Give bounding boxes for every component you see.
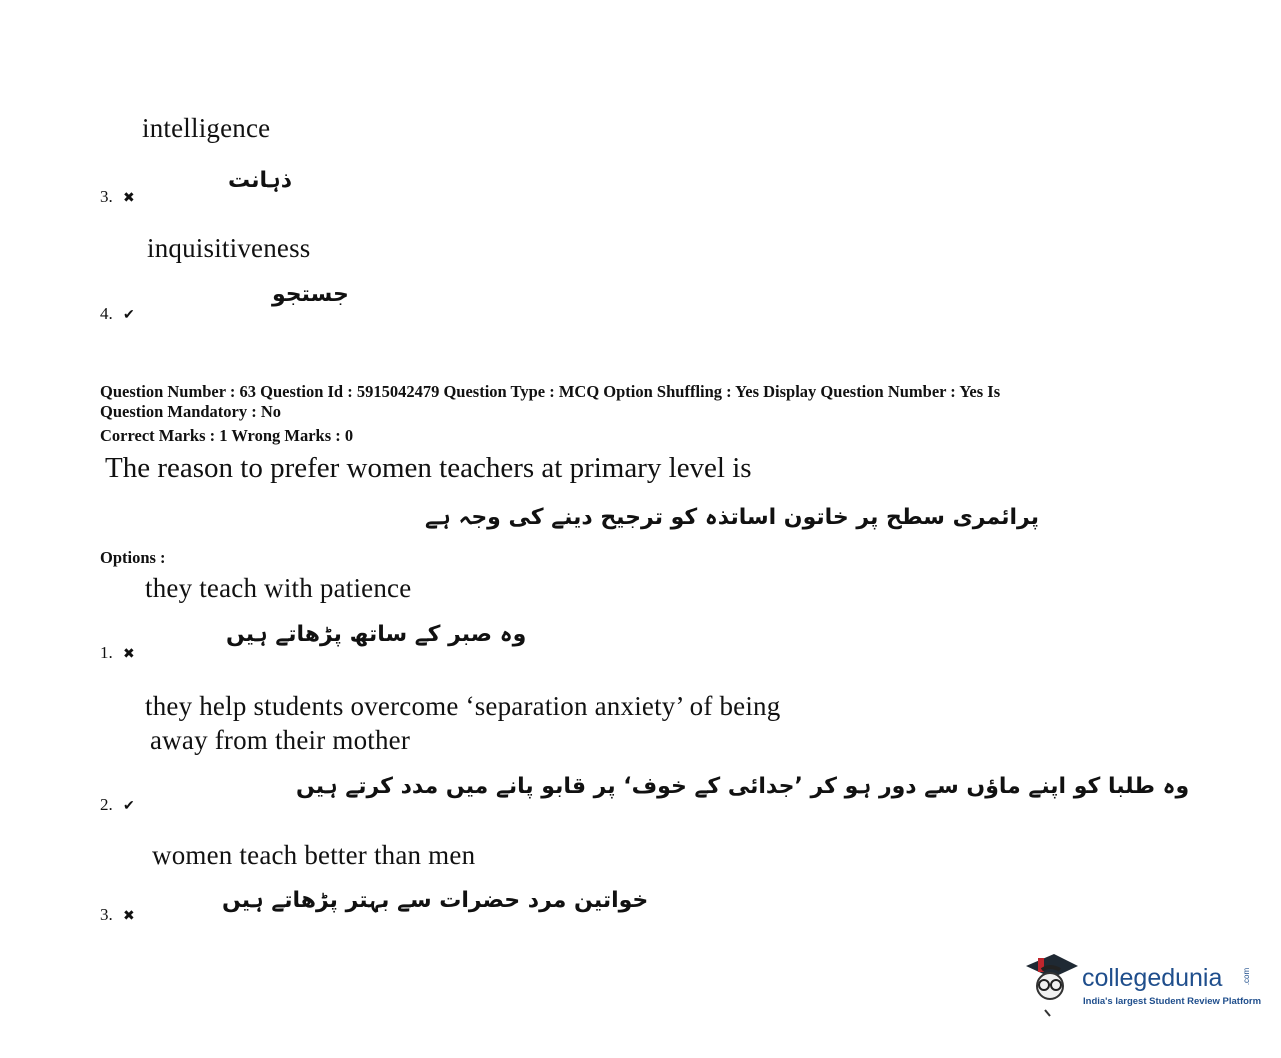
- prev-option-4-label: [100, 304, 135, 324]
- collegedunia-watermark: [1020, 950, 1262, 1020]
- watermark-suffix: .com: [1242, 967, 1252, 986]
- cross-icon: ✖: [123, 191, 135, 206]
- option-1-english: they teach with patience: [145, 573, 412, 603]
- graduate-mascot-icon: [1020, 950, 1080, 1018]
- option-3-english: women teach better than men: [152, 840, 476, 870]
- option-2-urdu: وہ طلبا کو اپنے ماؤں سے دور ہو کر ’جدائی کے خوف‘ پر قابو پانے میں مدد کرتے ہیں: [296, 774, 1190, 799]
- watermark-tagline: India's largest Student Review Platform: [1083, 996, 1262, 1007]
- option-3-label: [100, 905, 135, 925]
- prev-option-4-english: inquisitiveness: [147, 233, 311, 263]
- prev-option-3-label: [100, 187, 135, 207]
- question-text-english: The reason to prefer women teachers at primary level is: [105, 452, 752, 484]
- prev-option-4-number: 4.: [100, 304, 113, 323]
- prev-option-3-english: intelligence: [142, 113, 271, 143]
- options-label: Options :: [100, 548, 166, 567]
- option-1-label: [100, 643, 135, 663]
- option-3-number: 3.: [100, 905, 113, 924]
- option-3-urdu: خواتین مرد حضرات سے بہتر پڑھاتے ہیں: [222, 888, 649, 913]
- option-2-number: 2.: [100, 795, 113, 814]
- watermark-brand: collegedunia: [1082, 964, 1223, 992]
- option-2-english-line-1: they help students overcome ‘separation anxiety’ of being: [145, 691, 781, 721]
- question-meta-line-1: Question Number : 63 Question Id : 5915042479 Question Type : MCQ Option Shuffling : Yes Display Question Number : Yes Is: [100, 382, 1001, 401]
- option-1-number: 1.: [100, 643, 113, 662]
- option-2-label: [100, 795, 135, 815]
- option-2-english-line-2: away from their mother: [150, 725, 411, 755]
- question-meta-line-2: Question Mandatory : No: [100, 402, 282, 421]
- cross-icon: ✖: [123, 909, 135, 924]
- question-text-urdu: پرائمری سطح پر خاتون اساتذہ کو ترجیح دینے کی وجہ ہے: [425, 505, 1039, 530]
- prev-option-3-urdu: ذہانت: [228, 168, 292, 193]
- prev-option-3-number: 3.: [100, 187, 113, 206]
- check-icon: ✔: [123, 308, 135, 323]
- cross-icon: ✖: [123, 647, 135, 662]
- question-marks: Correct Marks : 1 Wrong Marks : 0: [100, 426, 354, 445]
- prev-option-4-urdu: جستجو: [272, 282, 349, 307]
- check-icon: ✔: [123, 799, 135, 814]
- option-1-urdu: وہ صبر کے ساتھ پڑھاتے ہیں: [226, 622, 527, 647]
